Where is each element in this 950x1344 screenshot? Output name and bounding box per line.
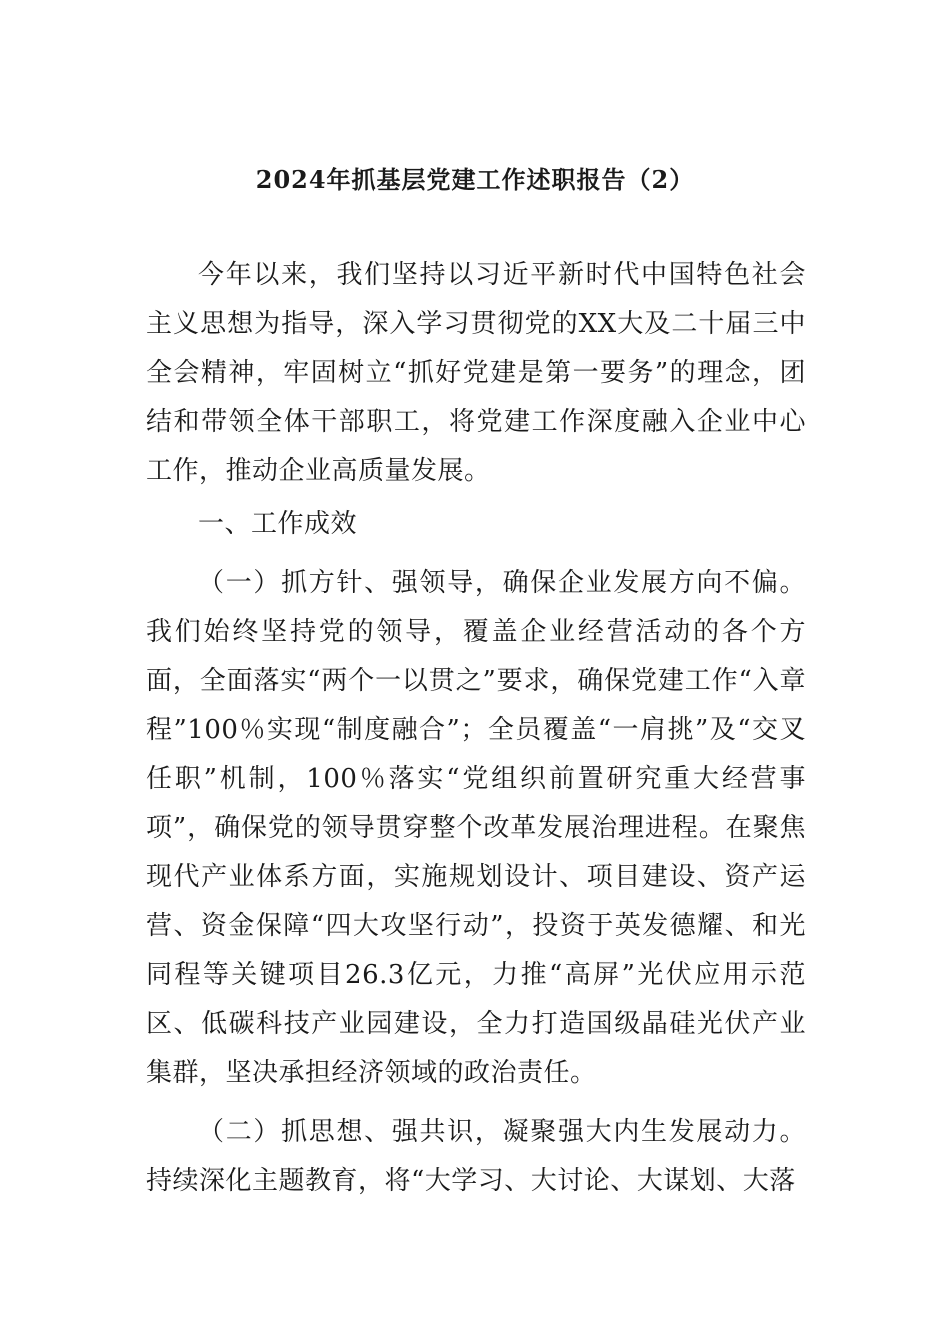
intro-paragraph: 今年以来，我们坚持以习近平新时代中国特色社会主义思想为指导，深入学习贯彻党的XX大及二十届三中全会精神，牢固树立“抓好党建是第一要务”的理念，团结和带领全体干部职工，将党建工作深度融入企业中心工作，推动企业高质量发展。	[146, 260, 806, 486]
subsection-paragraph-1: （一）抓方针、强领导，确保企业发展方向不偏。我们始终坚持党的领导，覆盖企业经营活动的各个方面，全面落实“两个一以贯之”要求，确保党建工作“入章程”100％实现“制度融合”；全员覆盖“一肩挑”及“交叉任职”机制，100％落实“党组织前置研究重大经营事项”，确保党的领导贯穿整个改革发展治理进程。在聚焦现代产业体系方面，实施规划设计、项目建设、资产运营、资金保障“四大攻坚行动”，投资于英发德耀、和光同程等关键项目26.3亿元，力推“高屏”光伏应用示范区、低碳科技产业园建设，全力打造国级晶硅光伏产业集群，坚决承担经济领域的政治责任。	[146, 568, 806, 1088]
document-body	[146, 251, 806, 1206]
section-heading: 一、工作成效	[198, 509, 358, 539]
document-title: 2024年抓基层党建工作述职报告（2）	[255, 165, 695, 194]
subsection-paragraph-2: （二）抓思想、强共识，凝聚强大内生发展动力。持续深化主题教育，将“大学习、大讨论、大谋划、大落	[146, 1117, 806, 1196]
